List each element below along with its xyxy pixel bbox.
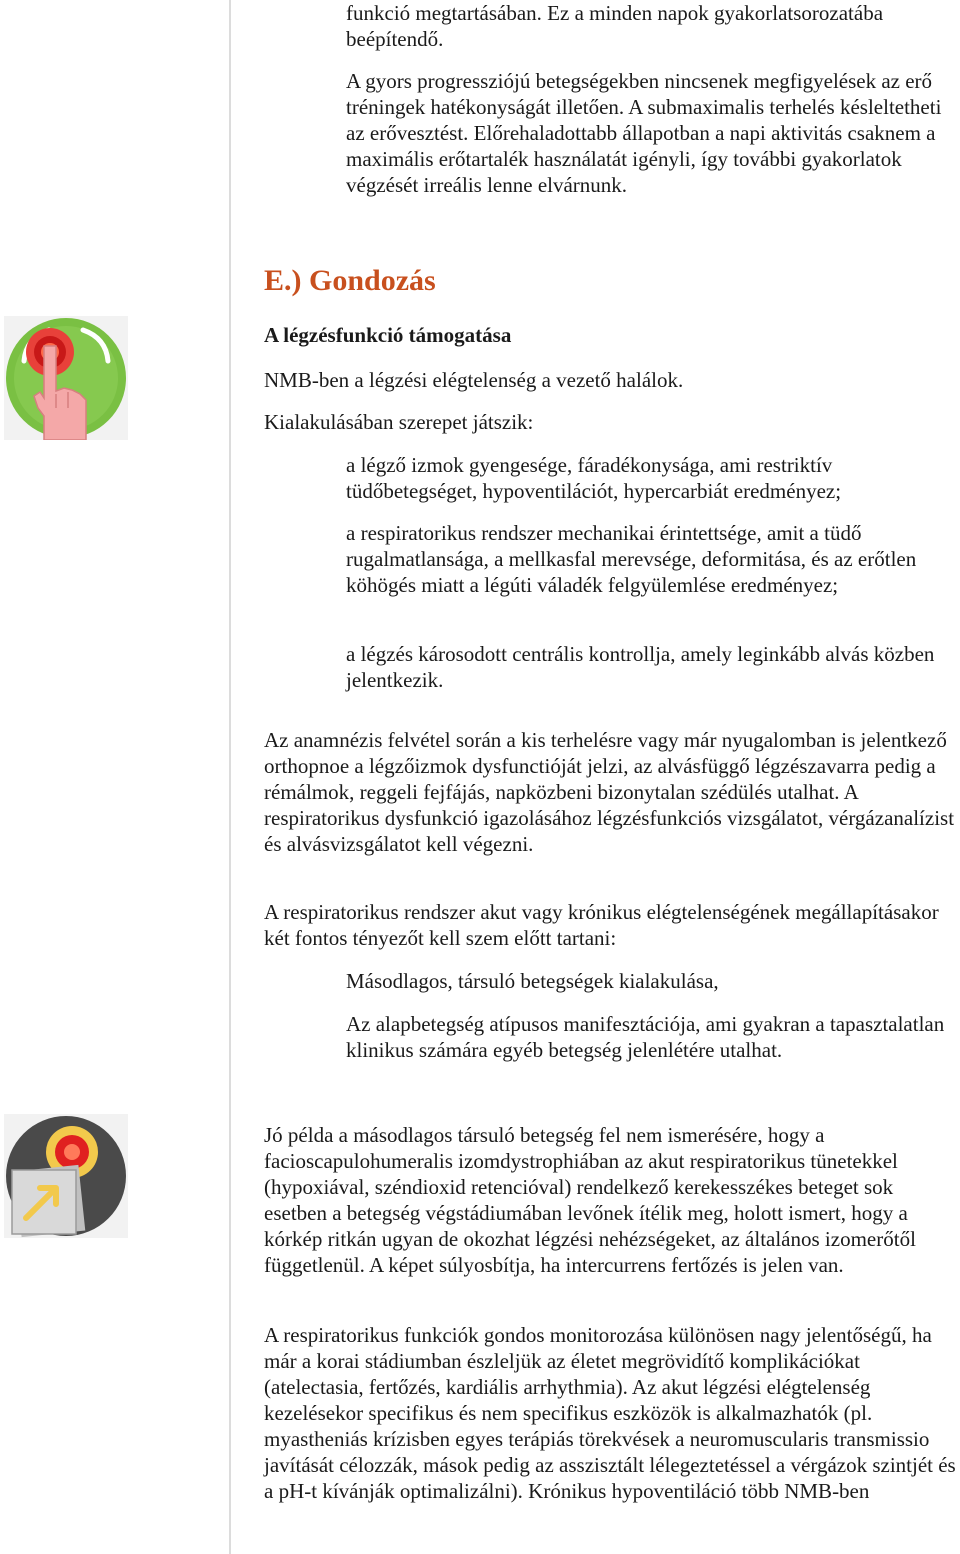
- paragraph-nmb-intro: NMB-ben a légzési elégtelenség a vezető halálok.: [264, 368, 684, 392]
- paragraph-causes-intro: Kialakulásában szerepet játszik:: [264, 410, 534, 434]
- paragraph-example: Jó példa a másodlagos társuló betegség fel nem ismerésére, hogy a facioscapulohumeralis izomdystrophiában az akut respiratorikus tünetekkel (hypoxiával, széndioxid retencióval) rendelkező kerekesszékes beteget sok esetben a betegség végstádiumában levőnek ítélik meg, holott ismert, hogy a kórkép ritkán ugyan de okozhat légzési nehézségeket, az általános izomerőtől függetlenül. A képet súlyosbítja, ha intercurrens fertőzés is jelen van.: [264, 1123, 916, 1277]
- paragraph-anamnesis: Az anamnézis felvétel során a kis terhelésre vagy már nyugalomban is jelentkező orthopnoe a légzőizmok dysfunctióját jelzi, az alvásfüggő légzészavarra pedig a rémálmok, reggeli fejfájás, napközbeni bizonytalan szédülés utalhat. A respiratorikus dysfunkció igazolásához légzésfunkciós vizsgálatot, vérgázanalízist és alvásvizsgálatot kell végezni.: [264, 728, 955, 856]
- section-subheading: A légzésfunkció támogatása: [264, 323, 512, 347]
- margin-divider: [229, 0, 231, 1554]
- paragraph-two-factors: A respiratorikus rendszer akut vagy krónikus elégtelenségének megállapításakor két fontos tényezőt kell szem előtt tartani:: [264, 900, 939, 950]
- paragraph-monitoring: A respiratorikus funkciók gondos monitorozása különösen nagy jelentőségű, ha már a korai stádiumban észleljük az életet megrövidítő komplikációkat (atelectasia, fertőzés, kardiális arrhythmia). Az akut légzési elégtelenség kezelésekor specifikus és nem specifikus eszközök is alkalmazhatók (pl. myastheniás krízisben egyes terápiás törekvések a neuromuscularis transmissio javítását célozzák, mások pedig az asszisztált lélegeztetéssel a vérgázok szintjét és a pH-t kívánják optimalizálni). Krónikus hypoventiláció több NMB-ben: [264, 1323, 956, 1503]
- list-item-factor-2: Az alapbetegség atípusos manifesztációja, ami gyakran a tapasztalatlan klinikus számára egyéb betegség jelenlétére utalhat.: [346, 1012, 945, 1062]
- hand-press-button-icon: [4, 316, 128, 440]
- list-item-cause-2: a respiratorikus rendszer mechanikai érintettsége, amit a tüdő rugalmatlansága, a mellkasfal merevsége, deformitása, és az erőtlen köhögés miatt a légúti váladék felgyülemlése eredményez;: [346, 521, 917, 597]
- list-item-factor-1: Másodlagos, társuló betegségek kialakulása,: [346, 969, 719, 993]
- list-item-cause-3: a légzés károsodott centrális kontrollja, amely leginkább alvás közben jelentkezik.: [346, 642, 935, 692]
- note-arrow-icon: [4, 1114, 128, 1238]
- list-item-cause-1: a légző izmok gyengesége, fáradékonysága, ami restriktív tüdőbetegséget, hypoventilációt, hypercarbiát eredményez;: [346, 453, 842, 503]
- section-heading: E.) Gondozás: [264, 264, 436, 297]
- paragraph-strength-training: A gyors progressziójú betegségekben nincsenek megfigyelések az erő tréningek hatékonyságát illetően. A submaximalis terhelés késleltetheti az erővesztést. Előrehaladottabb állapotban a napi aktivitás csaknem a maximális erőtartalék használatát igényli, így további gyakorlatok végzését irreális lenne elvárnunk.: [346, 69, 942, 197]
- paragraph-continuation: funkció megtartásában. Ez a minden napok gyakorlatsorozatába beépítendő.: [346, 1, 884, 51]
